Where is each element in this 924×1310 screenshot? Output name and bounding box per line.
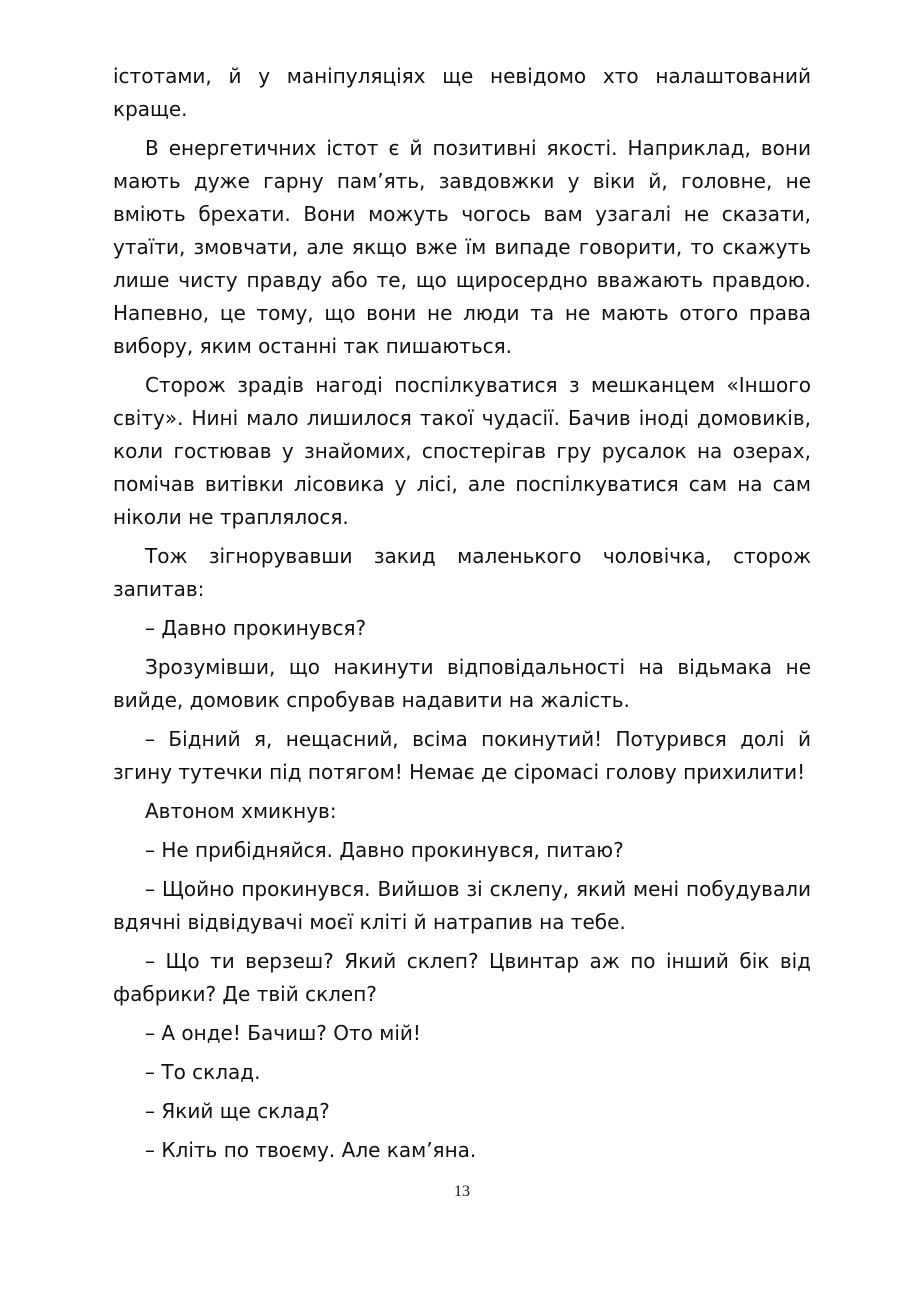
dialogue-line: – Що ти верзеш? Який склеп? Цвинтар аж по інший бік від фабрики? Де твій склеп?: [113, 949, 811, 1006]
dialogue-line: – Який ще склад?: [145, 1099, 330, 1123]
dialogue-line: – А онде! Бачиш? Ото мій!: [145, 1021, 421, 1045]
paragraph: істотами, й у маніпуляціях ще невідомо хто налаштований краще.: [113, 64, 811, 121]
page-number: 13: [454, 1183, 470, 1200]
dialogue-line: – Кліть по твоєму. Але кам’яна.: [145, 1138, 477, 1162]
body-text: [113, 60, 811, 1173]
paragraph: Тож зігнорувавши закид маленького чоловічка, сторож запитав:: [113, 544, 811, 601]
dialogue-line: – То склад.: [145, 1060, 261, 1084]
dialogue-line: – Бідний я, нещасний, всіма покинутий! Потурився долі й згину тутечки під потягом! Немає де сіромасі голову прихилити!: [113, 727, 811, 784]
paragraph: В енергетичних істот є й позитивні якості. Наприклад, вони мають дуже гарну пам’ять, завдовжки у віки й, головне, не вміють брехати. Вони можуть чогось вам узагалі не сказати, утаїти, змовчати, але якщо вже їм випаде говорити, то скажуть лише чисту правду або те, що щиросердно вважають правдою. Напевно, це тому, що вони не люди та не мають отого права вибору, яким останні так пишаються.: [113, 136, 811, 358]
dialogue-line: – Щойно прокинувся. Вийшов зі склепу, який мені побудували вдячні відвідувачі моєї кліті й натрапив на тебе.: [113, 877, 811, 934]
dialogue-line: – Давно прокинувся?: [145, 616, 367, 640]
paragraph: Зрозумівши, що накинути відповідальності на відьмака не вийде, домовик спробував надавити на жалість.: [113, 655, 811, 712]
paragraph: Автоном хмикнув:: [145, 799, 337, 823]
dialogue-line: – Не прибідняйся. Давно прокинувся, питаю?: [145, 838, 624, 862]
paragraph: Сторож зрадів нагоді поспілкуватися з мешканцем «Іншого світу». Нині мало лишилося такої чудасії. Бачив іноді домовиків, коли гостював у знайомих, спостерігав гру русалок на озерах, помічав витівки лісовика у лісі, але поспілкуватися сам на сам ніколи не траплялося.: [113, 373, 811, 529]
